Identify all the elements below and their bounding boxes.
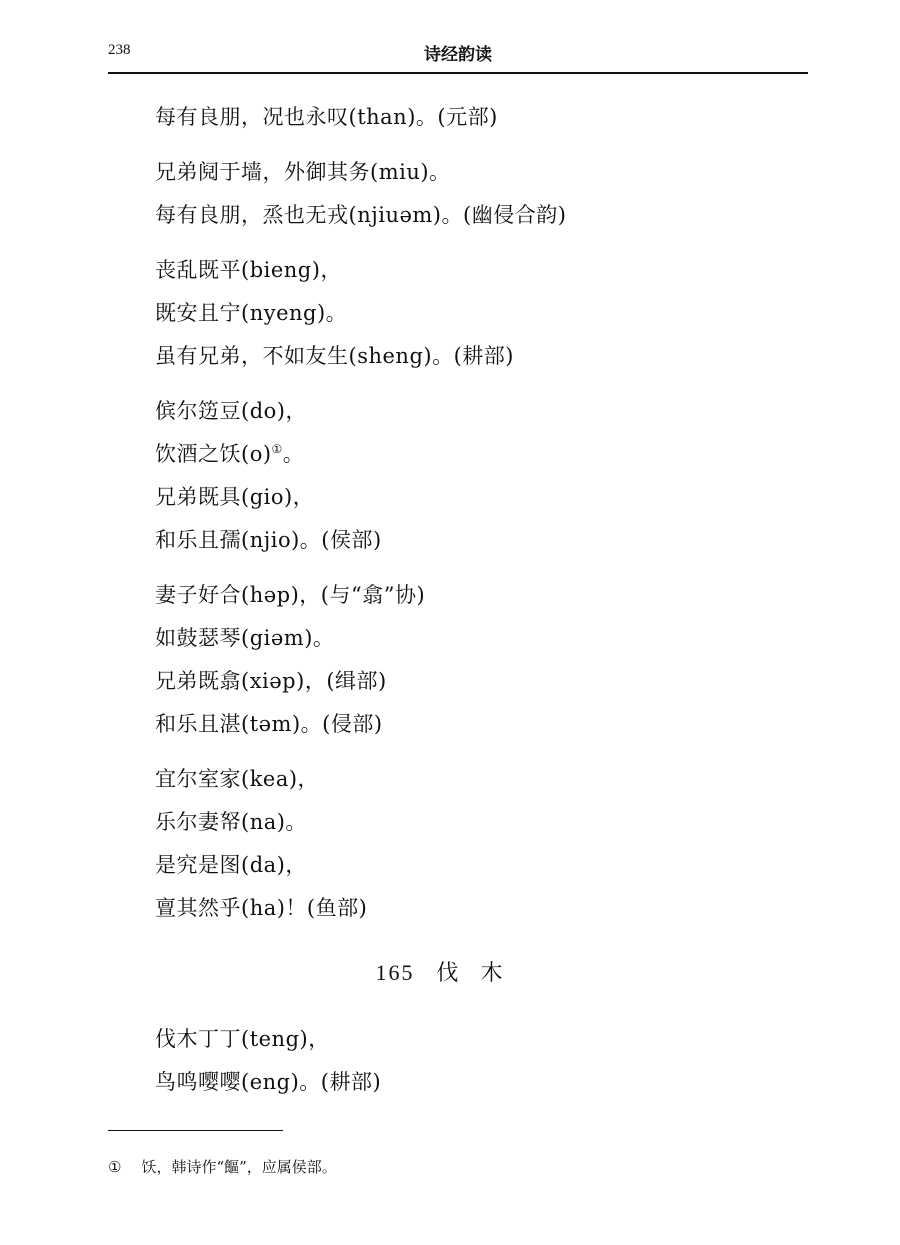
poem-line-with-footnote (155, 433, 805, 476)
poem-line: 如鼓瑟琴(giəm)。 (155, 626, 335, 650)
poem-line: 兄弟既翕(xiəp)，(缉部) (155, 669, 387, 693)
stanza (155, 574, 805, 746)
poem-body (155, 96, 805, 942)
poem-line: 妻子好合(həp)，(与“翕”协) (155, 583, 426, 607)
stanza (155, 96, 805, 139)
poem-line: 傧尔笾豆(do)， (155, 399, 307, 423)
footnote-label: ① (108, 1158, 122, 1176)
poem-line: 和乐且湛(təm)。(侵部) (155, 712, 383, 736)
page-number: 238 (108, 42, 131, 58)
stanza (155, 249, 805, 378)
section-number: 165 (375, 960, 415, 985)
footnote-divider (108, 1130, 283, 1131)
footnote-reference: ① (271, 442, 283, 456)
poem-line: 宜尔室家(kea)， (155, 767, 320, 791)
footnote (108, 1156, 337, 1177)
poem-line: 伐木丁丁(teng)， (155, 1027, 330, 1051)
poem-line: 乐尔妻帑(na)。 (155, 810, 307, 834)
section-heading (0, 956, 900, 987)
poem-line: 兄弟既具(gio)， (155, 485, 315, 509)
stanza (155, 390, 805, 562)
poem-line: 每有良朋，烝也无戎(njiuəm)。(幽侵合韵) (155, 203, 567, 227)
page-header (108, 40, 808, 74)
section-stanza (155, 1018, 805, 1104)
poem-line: 兄弟阋于墙，外御其务(miu)。 (155, 160, 451, 184)
footnote-text: 饫，韩诗作“饇”，应属侯部。 (141, 1158, 337, 1176)
poem-line: 虽有兄弟，不如友生(sheng)。(耕部) (155, 344, 514, 368)
poem-line: 是究是图(da)， (155, 853, 307, 877)
poem-line: 既安且宁(nyeng)。 (155, 301, 348, 325)
section-title: 伐木 (436, 961, 525, 986)
poem-line: 每有良朋，况也永叹(than)。(元部) (155, 105, 498, 129)
running-title: 诗经韵读 (424, 45, 492, 65)
poem-line: 丧乱既平(bieng)， (155, 258, 342, 282)
poem-line: 鸟鸣嘤嘤(eng)。(耕部) (155, 1070, 382, 1094)
poem-line-text: 饮酒之饫(o) (155, 442, 272, 466)
poem-line-punctuation: 。 (282, 442, 305, 466)
stanza (155, 151, 805, 237)
poem-line: 和乐且孺(njio)。(侯部) (155, 528, 382, 552)
poem-line: 亶其然乎(ha)！(鱼部) (155, 896, 368, 920)
stanza (155, 758, 805, 930)
